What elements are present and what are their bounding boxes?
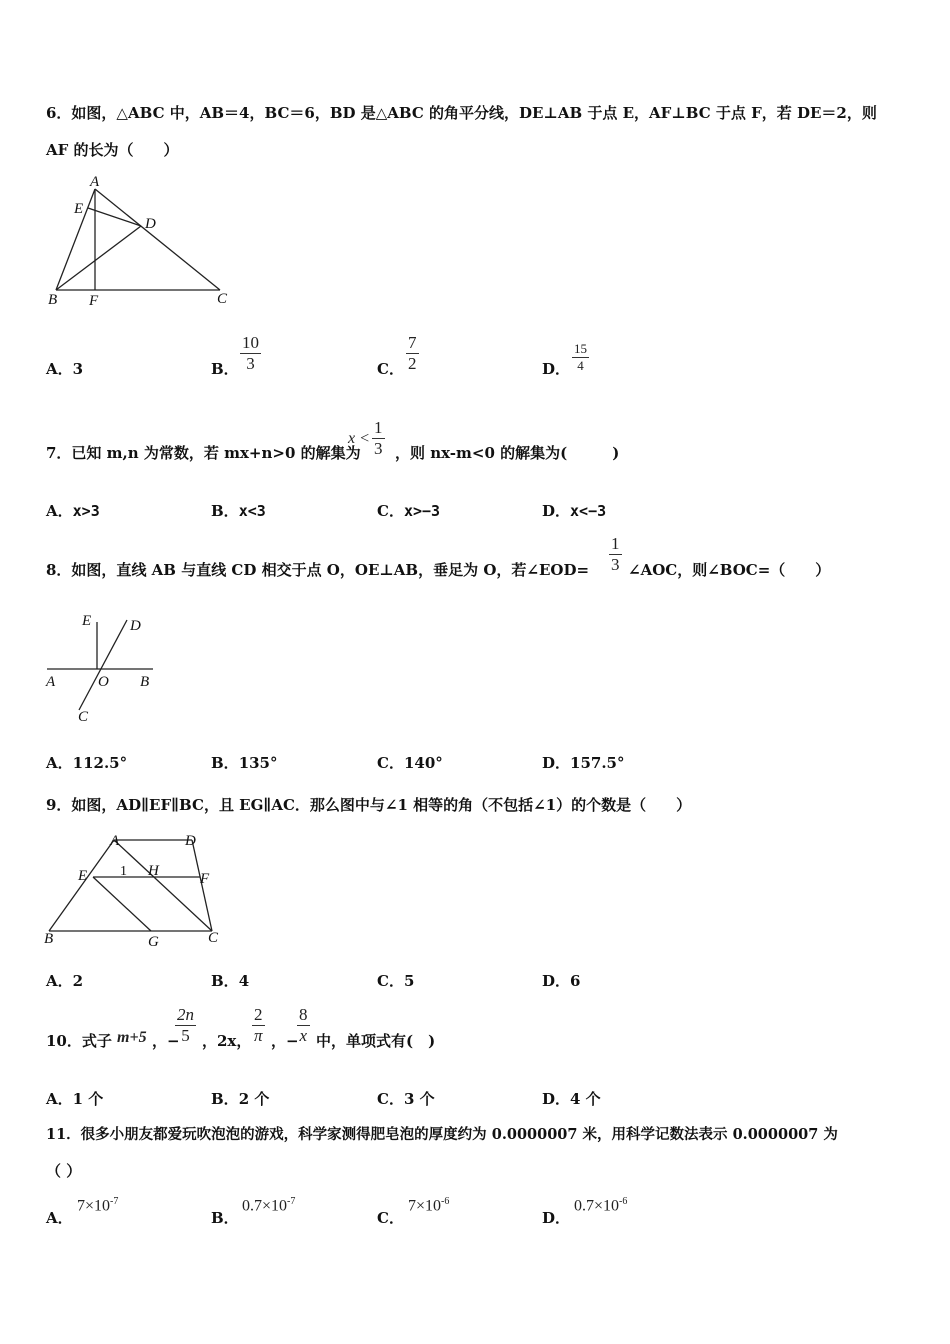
fraction-denominator: x — [299, 1026, 308, 1045]
q8-option-b[interactable] — [211, 752, 278, 773]
option-value: 3 — [72, 360, 84, 378]
option-letter: A． — [46, 360, 73, 378]
q10-fraction-8-x — [297, 1005, 310, 1046]
label-c: C — [78, 709, 89, 725]
segment-de — [88, 208, 141, 226]
option-letter: B． — [211, 1090, 239, 1108]
q6-option-d-label[interactable]: D． — [542, 360, 571, 378]
q7-option-a[interactable] — [46, 500, 100, 521]
q7-option-d[interactable] — [542, 500, 606, 521]
label-e: E — [74, 201, 84, 217]
label-o: O — [98, 674, 109, 690]
option-letter: D． — [542, 972, 571, 990]
option-value: 4 个 — [570, 1090, 601, 1108]
option-letter: A． — [46, 1090, 73, 1108]
label-e: E — [78, 868, 88, 884]
label-e: E — [82, 613, 92, 629]
option-value: 2 — [72, 972, 84, 990]
q11-option-a-label[interactable]: A． — [46, 1209, 73, 1227]
label-c: C — [217, 291, 228, 307]
option-value: x<−3 — [570, 502, 607, 520]
fraction-denominator: 3 — [374, 439, 383, 458]
option-value: x<3 — [238, 502, 266, 520]
sci-base: 7×10 — [77, 1197, 111, 1215]
q10-separator-2: ，2x， — [202, 1032, 252, 1050]
option-letter: B． — [211, 502, 239, 520]
option-value: 140° — [403, 754, 443, 772]
q11-text-line2: （ ） — [46, 1162, 82, 1180]
sci-exponent: -6 — [441, 1196, 450, 1207]
label-a: A — [110, 833, 120, 849]
option-value: 4 — [238, 972, 250, 990]
fraction-denominator: 3 — [611, 555, 620, 574]
q11-option-b-value — [242, 1196, 295, 1215]
fraction-numerator: 7 — [408, 333, 417, 352]
sci-exponent: -6 — [619, 1196, 628, 1207]
label-b: B — [140, 674, 150, 690]
q11-option-d-label[interactable]: D． — [542, 1209, 571, 1227]
q9-trapezoid-figure — [40, 828, 230, 953]
option-value: 6 — [570, 972, 581, 990]
fraction-numerator: 2 — [254, 1005, 263, 1024]
option-letter: D． — [542, 1090, 571, 1108]
option-value: 157.5° — [570, 754, 625, 772]
option-letter: D． — [542, 754, 571, 772]
q10-option-d[interactable] — [542, 1088, 601, 1109]
q9-option-c[interactable] — [377, 970, 414, 991]
q8-fraction — [609, 534, 622, 575]
fraction-denominator: 4 — [577, 358, 584, 373]
segment-ab — [49, 840, 114, 931]
label-d: D — [145, 216, 156, 232]
fraction-numerator: 8 — [299, 1005, 308, 1024]
option-letter: C． — [377, 754, 404, 772]
option-letter: B． — [211, 754, 239, 772]
fraction-denominator: 3 — [246, 354, 255, 373]
q8-lines-figure — [40, 610, 165, 725]
fraction-denominator: π — [253, 1026, 263, 1045]
label-f: F — [89, 293, 99, 309]
option-value: 1 个 — [72, 1090, 104, 1108]
label-h: H — [148, 863, 159, 879]
q10-text-prefix: 10．式子 — [46, 1032, 112, 1050]
q6-option-d-fraction — [572, 341, 589, 374]
option-letter: A． — [46, 972, 73, 990]
ineq-operator: < — [359, 430, 370, 447]
option-value: 135° — [238, 754, 278, 772]
fraction-denominator: 2 — [408, 354, 417, 373]
segment-ac — [95, 189, 220, 290]
segment-eg — [93, 877, 151, 931]
q8-text-suffix: ∠AOC，则∠BOC=（ ） — [628, 561, 831, 579]
label-a: A — [90, 174, 100, 190]
q10-fraction-2-pi — [252, 1005, 265, 1046]
q6-option-a[interactable] — [46, 358, 83, 379]
q9-option-d[interactable] — [542, 970, 580, 991]
q11-option-c-value — [408, 1196, 449, 1215]
label-d: D — [130, 618, 141, 634]
q7-inequality-fraction — [372, 418, 385, 459]
label-b: B — [48, 292, 58, 308]
q10-text-suffix: 中，单项式有( ) — [316, 1032, 436, 1050]
q9-option-b[interactable] — [211, 970, 249, 991]
segment-ac — [114, 840, 212, 931]
label-angle-1: 1 — [120, 864, 127, 879]
label-a: A — [46, 674, 56, 690]
option-value: 5 — [403, 972, 415, 990]
q8-option-d[interactable] — [542, 752, 625, 773]
q11-option-a-value — [77, 1196, 118, 1215]
label-b: B — [44, 931, 54, 947]
option-letter: A． — [46, 502, 73, 520]
option-letter: B． — [211, 972, 239, 990]
option-letter: C． — [377, 972, 404, 990]
q7-text-suffix: ，则 nx-m<0 的解集为( ) — [395, 444, 620, 462]
fraction-numerator: 1 — [611, 534, 620, 553]
q8-option-a[interactable] — [46, 752, 127, 773]
q9-text: 9．如图，AD∥EF∥BC，且 EG∥AC．那么图中与∠1 相等的角（不包括∠1）的个数是（ ） — [46, 796, 692, 814]
fraction-numerator: 15 — [574, 341, 587, 356]
label-f: F — [200, 871, 210, 887]
option-value: x>3 — [72, 502, 100, 520]
option-value: 3 个 — [403, 1090, 435, 1108]
q9-option-a[interactable] — [46, 970, 83, 991]
q6-option-c-fraction — [406, 333, 419, 374]
fraction-numerator: 10 — [242, 333, 259, 352]
q7-inequality-lhs — [348, 430, 370, 448]
q6-text-line2: AF 的长为（ ） — [46, 141, 179, 159]
q6-option-c-label[interactable]: C． — [377, 360, 404, 378]
option-value: x>−3 — [403, 502, 441, 520]
label-g: G — [148, 934, 159, 950]
option-letter: C． — [377, 1090, 404, 1108]
q10-separator-1: ，− — [152, 1032, 180, 1050]
q10-option-c[interactable] — [377, 1088, 435, 1109]
q6-option-b-fraction — [240, 333, 261, 374]
sci-base: 0.7×10 — [574, 1197, 620, 1215]
q7-option-b[interactable] — [211, 500, 266, 521]
q11-option-d-value — [574, 1196, 627, 1215]
fraction-denominator: 5 — [181, 1026, 190, 1045]
q10-term-m5: m+5 — [117, 1029, 147, 1046]
q11-option-b-label[interactable]: B． — [211, 1209, 239, 1227]
q7-text-prefix: 7．已知 m,n 为常数，若 mx+n>0 的解集为 — [46, 444, 361, 462]
label-c: C — [208, 930, 219, 946]
q6-triangle-figure — [40, 172, 250, 312]
q10-fraction-2n-5 — [175, 1005, 196, 1046]
option-letter: A． — [46, 754, 73, 772]
label-d: D — [185, 833, 196, 849]
q10-option-a[interactable] — [46, 1088, 103, 1109]
sci-exponent: -7 — [287, 1196, 296, 1207]
line-cd — [79, 620, 127, 710]
q6-text-line1: 6．如图，△ABC 中，AB＝4，BC＝6，BD 是△ABC 的角平分线，DE⊥AB 于点 E，AF⊥BC 于点 F，若 DE＝2，则 — [46, 104, 877, 122]
q7-option-c[interactable] — [377, 500, 440, 521]
q8-text-prefix: 8．如图，直线 AB 与直线 CD 相交于点 O，OE⊥AB，垂足为 O，若∠EOD= — [46, 561, 590, 579]
sci-base: 0.7×10 — [242, 1197, 288, 1215]
q11-option-c-label[interactable]: C． — [377, 1209, 404, 1227]
fraction-numerator: 2n — [177, 1005, 194, 1024]
q10-option-b[interactable] — [211, 1088, 269, 1109]
option-value: 2 个 — [238, 1090, 270, 1108]
ineq-variable: x — [348, 430, 356, 447]
fraction-numerator: 1 — [374, 418, 383, 437]
option-letter: C． — [377, 502, 404, 520]
sci-exponent: -7 — [110, 1196, 119, 1207]
q8-option-c[interactable] — [377, 752, 443, 773]
q6-option-b-label[interactable]: B． — [211, 360, 239, 378]
sci-base: 7×10 — [408, 1197, 442, 1215]
option-letter: D． — [542, 502, 571, 520]
q11-text-line1: 11．很多小朋友都爱玩吹泡泡的游戏，科学家测得肥皂泡的厚度约为 0.0000007 米，用科学记数法表示 0.0000007 为 — [46, 1126, 838, 1143]
q10-separator-3: ，− — [271, 1032, 299, 1050]
option-value: 112.5° — [72, 754, 128, 772]
